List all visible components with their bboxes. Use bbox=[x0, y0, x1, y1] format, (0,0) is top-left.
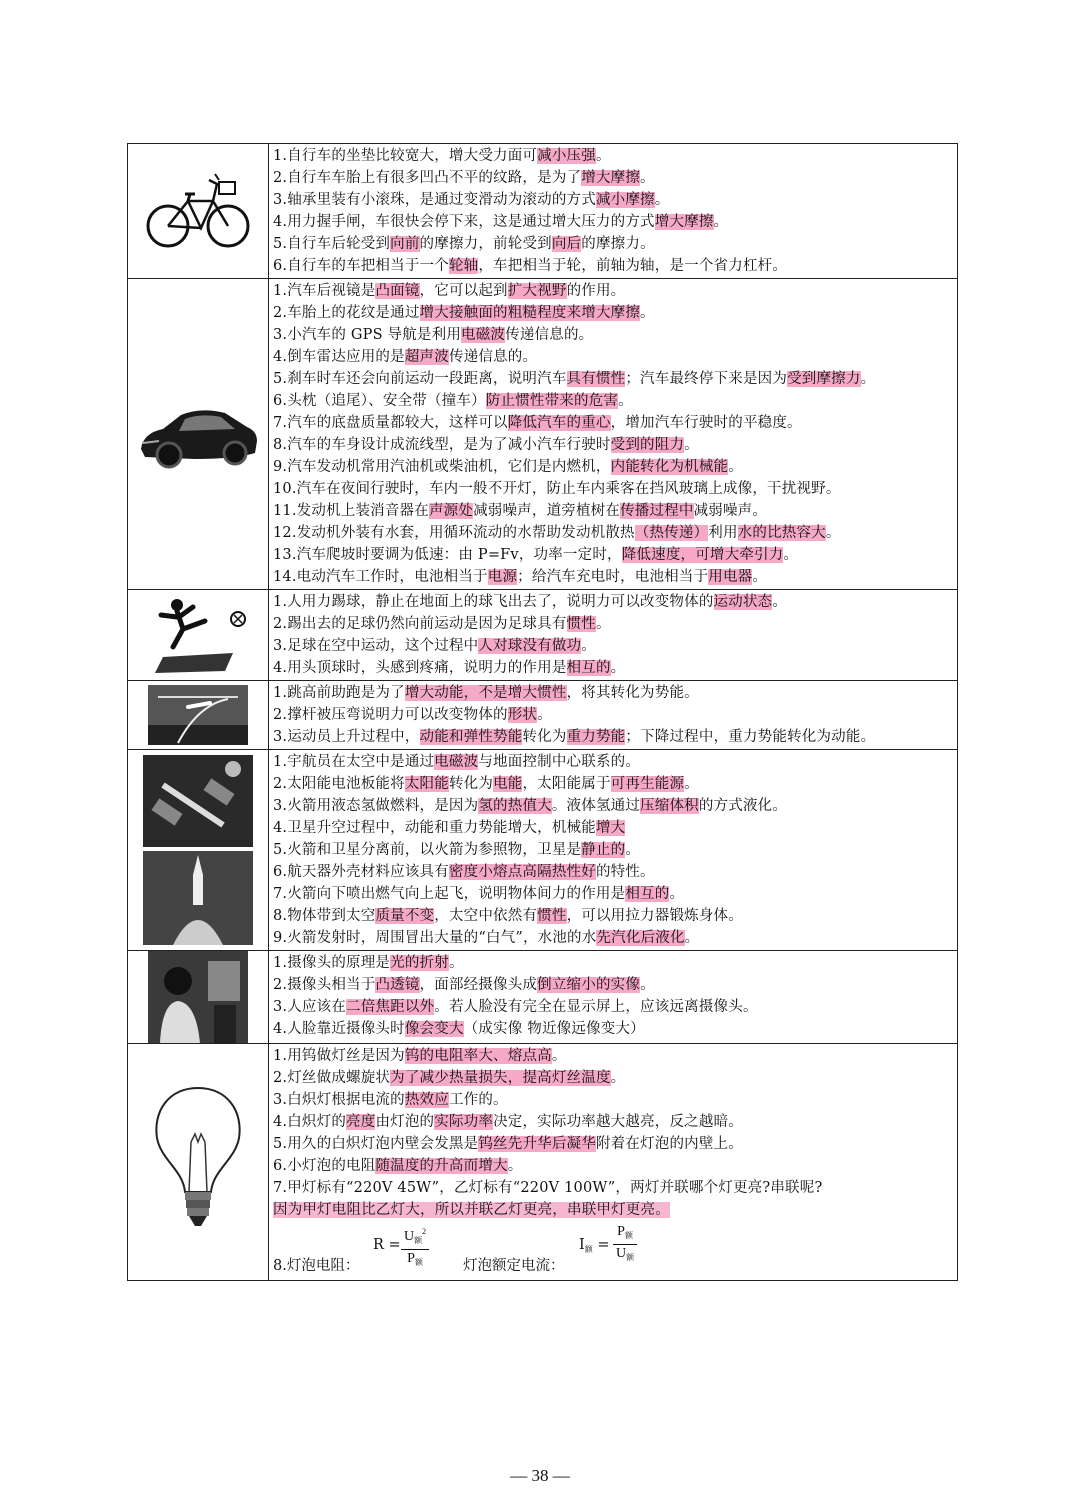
text-segment: 3.运动员上升过程中， bbox=[273, 729, 420, 745]
resistance-formula-label: 8.灯泡电阻： bbox=[273, 1258, 360, 1274]
text-segment: 。 bbox=[728, 459, 743, 475]
highlighted-text: 减小压强 bbox=[537, 148, 596, 164]
fact-line bbox=[273, 817, 955, 839]
text-segment: 。 bbox=[551, 1048, 567, 1064]
highlighted-text: 形状 bbox=[507, 707, 538, 723]
text-segment: 3.足球在空中运动，这个过程中 bbox=[273, 638, 479, 654]
text-segment: 3.白炽灯根据电流的 bbox=[273, 1092, 405, 1108]
highlighted-text: 亮度 bbox=[346, 1114, 376, 1130]
text-segment: 4.用力握手闸，车很快会停下来，这是通过增大压力的方式 bbox=[273, 214, 655, 230]
text-segment: 5.刹车时车还会向前运动一段距离，说明汽车 bbox=[273, 371, 567, 387]
polevault-image-cell bbox=[128, 681, 269, 750]
fact-line bbox=[273, 657, 955, 679]
text-segment: 2.灯丝做成螺旋状 bbox=[273, 1070, 391, 1086]
text-segment: 4.用头顶球时，头感到疼痛，说明力的作用是 bbox=[273, 660, 567, 676]
text-segment: 。 bbox=[595, 148, 611, 164]
highlighted-text: 静止的 bbox=[581, 842, 626, 858]
highlighted-text: 氢的热值大 bbox=[478, 798, 552, 814]
text-segment: 。 bbox=[783, 547, 799, 563]
fact-line bbox=[273, 974, 955, 996]
text-segment: ；给汽车充电时，电池相当于 bbox=[517, 569, 709, 585]
highlighted-text: 倒立缩小的实像 bbox=[537, 977, 641, 993]
text-segment: 3.人应该在 bbox=[273, 999, 347, 1015]
highlighted-text: 热效应 bbox=[404, 1092, 449, 1108]
football-facts bbox=[269, 590, 958, 681]
fact-line bbox=[273, 280, 955, 302]
resistance-fraction: $U_额^2$ $P_额$ bbox=[401, 1223, 429, 1271]
fact-line bbox=[273, 883, 955, 905]
table-row bbox=[128, 279, 958, 590]
fact-line bbox=[273, 795, 955, 817]
current-fraction: $P_额$ $U_额$ bbox=[613, 1223, 637, 1266]
highlighted-text: 惯性 bbox=[566, 616, 596, 632]
fact-line bbox=[273, 905, 955, 927]
text-segment: 转化为 bbox=[522, 729, 567, 745]
text-segment: 4.卫星升空过程中，动能和重力势能增大，机械能 bbox=[273, 820, 596, 836]
text-segment: 。 bbox=[713, 214, 729, 230]
knowledge-table bbox=[127, 143, 958, 1281]
text-segment: 。 bbox=[595, 616, 611, 632]
highlighted-text: 可再生能源 bbox=[610, 776, 685, 792]
fact-line bbox=[273, 635, 955, 657]
fact-line bbox=[273, 751, 955, 773]
current-formula-label: 灯泡额定电流： bbox=[463, 1258, 565, 1274]
highlighted-text: 电磁波 bbox=[434, 754, 479, 770]
highlighted-text: 凸面镜 bbox=[375, 283, 420, 299]
highlighted-text: 二倍焦距以外 bbox=[346, 999, 435, 1015]
highlighted-text: 太阳能 bbox=[404, 776, 449, 792]
fact-line bbox=[273, 927, 955, 949]
text-segment: 转化为 bbox=[448, 776, 494, 792]
fact-line bbox=[273, 1111, 955, 1133]
text-segment: 。 bbox=[537, 707, 552, 723]
text-segment: 3.轴承里装有小滚珠，是通过变滑动为滚动的方式 bbox=[273, 192, 596, 208]
text-segment: 1.宇航员在太空中是通过 bbox=[273, 754, 435, 770]
fact-line bbox=[273, 544, 955, 566]
fact-line bbox=[273, 1067, 955, 1089]
bicycle-icon bbox=[143, 166, 253, 256]
fact-line bbox=[273, 434, 955, 456]
space-image-cell bbox=[128, 750, 269, 951]
bicycle-image-cell bbox=[128, 144, 269, 279]
fact-line bbox=[273, 189, 955, 211]
highlighted-text: 用电器 bbox=[708, 569, 753, 585]
highlighted-text: 增大 bbox=[595, 820, 626, 836]
table-row bbox=[128, 144, 958, 279]
highlighted-text: 减小摩擦 bbox=[595, 192, 655, 208]
text-segment: 。 bbox=[684, 776, 699, 792]
bulb-facts bbox=[269, 1044, 958, 1281]
text-segment: 6.头枕（追尾）、安全带（撞车） bbox=[273, 393, 486, 409]
highlighted-text: 电能 bbox=[493, 776, 523, 792]
highlighted-text: 重力势能 bbox=[566, 729, 626, 745]
text-segment: 7.火箭向下喷出燃气向上起飞，说明物体间力的作用是 bbox=[273, 886, 626, 902]
highlighted-text: 电源 bbox=[487, 569, 518, 585]
highlighted-text: 密度小熔点高隔热性好 bbox=[448, 864, 596, 880]
text-segment: 的作用。 bbox=[566, 283, 626, 299]
fact-line bbox=[273, 211, 955, 233]
text-segment: 与地面控制中心联系的。 bbox=[478, 754, 641, 770]
highlighted-text: 惯性 bbox=[537, 908, 567, 924]
text-segment: ，将其转化为势能。 bbox=[566, 685, 699, 701]
highlighted-text: 具有惯性 bbox=[566, 371, 626, 387]
highlighted-text: 像会变大 bbox=[404, 1021, 464, 1037]
polevault-lines bbox=[273, 682, 955, 748]
fact-line bbox=[273, 613, 955, 635]
football-lines bbox=[273, 591, 955, 679]
highlighted-text: 钨的电阻率大、熔点高 bbox=[404, 1048, 552, 1064]
text-segment: 14.电动汽车工作时，电池相当于 bbox=[273, 569, 488, 585]
fact-line bbox=[273, 456, 955, 478]
fact-line bbox=[273, 591, 955, 613]
text-segment: 11.发动机上装消音器在 bbox=[273, 503, 429, 519]
text-segment: ，面部经摄像头成 bbox=[419, 977, 538, 993]
highlighted-text: 运动状态 bbox=[713, 594, 773, 610]
fact-line bbox=[273, 167, 955, 189]
football-player-icon bbox=[143, 595, 253, 675]
text-segment: 2.太阳能电池板能将 bbox=[273, 776, 405, 792]
fact-line bbox=[273, 566, 955, 588]
text-segment: 7.甲灯标有“220V 45W”，乙灯标有“220V 100W”，两灯并联哪个灯更亮?串联呢? bbox=[273, 1180, 823, 1196]
highlighted-text: 降低汽车的重心 bbox=[507, 415, 611, 431]
fact-line bbox=[273, 1089, 955, 1111]
rocket-satellite-photo-icon bbox=[143, 755, 253, 945]
highlighted-text: 向后 bbox=[551, 236, 582, 252]
highlighted-text: 电磁波 bbox=[461, 327, 506, 343]
highlighted-text: 随温度的升高而增大 bbox=[375, 1158, 508, 1174]
text-segment: 。 bbox=[610, 1070, 626, 1086]
text-segment: ；汽车最终停下来是因为 bbox=[625, 371, 788, 387]
highlighted-text: 传播过程中 bbox=[620, 503, 694, 519]
text-segment: 减弱噪声，道旁植树在 bbox=[473, 503, 621, 519]
text-segment: ，车把相当于轮，前轴为轴，是一个省力杠杆。 bbox=[478, 258, 788, 274]
text-segment: 。 bbox=[507, 1158, 523, 1174]
current-symbol: $I_额$ = bbox=[579, 1237, 610, 1254]
text-segment: 2.自行车车胎上有很多凹凸不平的纹路，是为了 bbox=[273, 170, 582, 186]
text-segment: 。 bbox=[772, 594, 788, 610]
highlighted-text: （热传递） bbox=[634, 525, 709, 541]
page-number: — 38 — bbox=[510, 1466, 570, 1485]
bulb-formula-row bbox=[273, 1221, 955, 1279]
highlighted-text: 实际功率 bbox=[434, 1114, 494, 1130]
light-bulb-icon bbox=[143, 1082, 253, 1242]
text-segment: 由灯泡的 bbox=[375, 1114, 435, 1130]
text-segment: 减弱噪声。 bbox=[693, 503, 768, 519]
text-segment: 3.火箭用液态氢做燃料，是因为 bbox=[273, 798, 479, 814]
text-segment: 4.白炽灯的 bbox=[273, 1114, 347, 1130]
camera-image-cell bbox=[128, 951, 269, 1044]
text-segment: （成实像 物近像远像变大） bbox=[463, 1021, 645, 1037]
fact-line bbox=[273, 145, 955, 167]
fact-line bbox=[273, 726, 955, 748]
text-segment: ，它可以起到 bbox=[419, 283, 508, 299]
fact-line bbox=[273, 952, 955, 974]
text-segment: 的方式液化。 bbox=[698, 798, 788, 814]
text-segment: 决定，实际功率越大越亮，反之越暗。 bbox=[493, 1114, 743, 1130]
text-segment: 6.自行车的车把相当于一个 bbox=[273, 258, 449, 274]
text-segment: 6.小灯泡的电阻 bbox=[273, 1158, 376, 1174]
highlighted-text: 先汽化后液化 bbox=[596, 930, 685, 946]
highlighted-text: 降低速度，可增大牵引力 bbox=[621, 547, 784, 563]
highlighted-text: 增大摩擦 bbox=[581, 170, 641, 186]
highlighted-text: 扩大视野 bbox=[507, 283, 567, 299]
text-segment: 2.车胎上的花纹是通过 bbox=[273, 305, 420, 321]
fact-line bbox=[273, 324, 955, 346]
highlighted-text: 光的折射 bbox=[390, 955, 449, 971]
text-segment: 。 bbox=[640, 305, 655, 321]
fact-line bbox=[273, 233, 955, 255]
fact-line bbox=[273, 773, 955, 795]
football-image-cell bbox=[128, 590, 269, 681]
text-segment: 4.人脸靠近摄像头时 bbox=[273, 1021, 405, 1037]
highlighted-text: 防止惯性带来的危害 bbox=[485, 393, 619, 409]
text-segment: 传递信息的。 bbox=[448, 349, 538, 365]
text-segment: 13.汽车爬坡时要调为低速：由 P=Fv，功率一定时， bbox=[273, 547, 622, 563]
highlighted-text: 因为甲灯电阻比乙灯大，所以并联乙灯更亮，串联甲灯更亮。 bbox=[273, 1202, 670, 1218]
text-segment: 1.自行车的坐垫比较宽大，增大受力面可 bbox=[273, 148, 538, 164]
fact-line bbox=[273, 1177, 955, 1199]
fact-line bbox=[273, 390, 955, 412]
text-segment: 1.跳高前助跑是为了 bbox=[273, 685, 405, 701]
highlighted-text: 增大摩擦 bbox=[654, 214, 714, 230]
highlighted-text: 受到的阻力 bbox=[610, 437, 685, 453]
text-segment: 。 bbox=[448, 955, 464, 971]
text-segment: ，增加汽车行驶时的平稳度。 bbox=[610, 415, 802, 431]
fact-line bbox=[273, 1199, 955, 1221]
camera-lines bbox=[273, 952, 955, 1040]
fact-line bbox=[273, 1133, 955, 1155]
fact-line bbox=[273, 1045, 955, 1067]
text-segment: 。 bbox=[654, 192, 670, 208]
text-segment: 。 bbox=[684, 437, 699, 453]
text-segment: 6.航天器外壳材料应该具有 bbox=[273, 864, 449, 880]
text-segment: 5.自行车后轮受到 bbox=[273, 236, 391, 252]
text-segment: 5.用久的白炽灯泡内壁会发黑是 bbox=[273, 1136, 479, 1152]
highlighted-text: 相互的 bbox=[566, 660, 611, 676]
fact-line bbox=[273, 1155, 955, 1177]
text-segment: 工作的。 bbox=[448, 1092, 508, 1108]
face-recognition-photo-icon bbox=[148, 951, 248, 1043]
fact-line bbox=[273, 1018, 955, 1040]
text-segment: 9.火箭发射时，周围冒出大量的“白气”，水池的水 bbox=[273, 930, 597, 946]
text-segment: 。 bbox=[581, 638, 596, 654]
fact-line bbox=[273, 500, 955, 522]
bicycle-lines bbox=[273, 145, 955, 277]
fact-line bbox=[273, 346, 955, 368]
text-segment: 2.撑杆被压弯说明力可以改变物体的 bbox=[273, 707, 508, 723]
highlighted-text: 向前 bbox=[390, 236, 420, 252]
car-lines bbox=[273, 280, 955, 588]
text-segment: 1.摄像头的原理是 bbox=[273, 955, 391, 971]
text-segment: 。液体氢通过 bbox=[551, 798, 641, 814]
table-row bbox=[128, 951, 958, 1044]
highlighted-text: 内能转化为机械能 bbox=[610, 459, 729, 475]
highlighted-text: 质量不变 bbox=[375, 908, 435, 924]
space-lines bbox=[273, 751, 955, 949]
text-segment: 的摩擦力，前轮受到 bbox=[419, 236, 552, 252]
fact-line bbox=[273, 704, 955, 726]
text-segment: 传递信息的。 bbox=[505, 327, 594, 343]
text-segment: 9.汽车发动机常用汽油机或柴油机，它们是内燃机， bbox=[273, 459, 611, 475]
camera-facts bbox=[269, 951, 958, 1044]
fact-line bbox=[273, 861, 955, 883]
text-segment: 。 bbox=[640, 170, 655, 186]
highlighted-text: 轮轴 bbox=[448, 258, 479, 274]
text-segment: 2.踢出去的足球仍然向前运动是因为足球具有 bbox=[273, 616, 567, 632]
fact-line bbox=[273, 682, 955, 704]
fact-line bbox=[273, 255, 955, 277]
text-segment: 7.汽车的底盘质量都较大，这样可以 bbox=[273, 415, 508, 431]
text-segment: 。 bbox=[625, 842, 641, 858]
highlighted-text: 人对球没有做功 bbox=[478, 638, 582, 654]
text-segment: 的摩擦力。 bbox=[581, 236, 655, 252]
highlighted-text: 动能和弹性势能 bbox=[419, 729, 523, 745]
text-segment: 4.倒车雷达应用的是 bbox=[273, 349, 405, 365]
highlighted-text: 声源处 bbox=[428, 503, 474, 519]
highlighted-text: 超声波 bbox=[404, 349, 449, 365]
highlighted-text: 压缩体积 bbox=[640, 798, 699, 814]
bulb-lines bbox=[273, 1045, 955, 1221]
table-row bbox=[128, 750, 958, 951]
space-facts bbox=[269, 750, 958, 951]
text-segment: ，太阳能属于 bbox=[522, 776, 611, 792]
text-segment: ，可以用拉力器锻炼身体。 bbox=[566, 908, 743, 924]
pole-vault-photo-icon bbox=[148, 685, 248, 745]
text-segment: 。 bbox=[618, 393, 633, 409]
table-row bbox=[128, 590, 958, 681]
text-segment: ，太空中依然有 bbox=[434, 908, 538, 924]
text-segment: 1.用钨做灯丝是因为 bbox=[273, 1048, 405, 1064]
bulb-image-cell bbox=[128, 1044, 269, 1281]
table-row bbox=[128, 681, 958, 750]
fact-line bbox=[273, 522, 955, 544]
car-icon bbox=[135, 389, 261, 479]
text-segment: 2.摄像头相当于 bbox=[273, 977, 376, 993]
fact-line bbox=[273, 478, 955, 500]
text-segment: 1.人用力踢球，静止在地面上的球飞出去了，说明力可以改变物体的 bbox=[273, 594, 714, 610]
fact-line bbox=[273, 302, 955, 324]
bicycle-facts bbox=[269, 144, 958, 279]
fact-line bbox=[273, 412, 955, 434]
polevault-facts bbox=[269, 681, 958, 750]
highlighted-text: 钨丝先升华后凝华 bbox=[478, 1136, 596, 1152]
highlighted-text: 相互的 bbox=[625, 886, 670, 902]
text-segment: 5.火箭和卫星分离前，以火箭为参照物，卫星是 bbox=[273, 842, 582, 858]
text-segment: 10.汽车在夜间行驶时，车内一般不开灯，防止车内乘客在挡风玻璃上成像，干扰视野。 bbox=[273, 481, 841, 497]
highlighted-text: 增大动能，不是增大惯性 bbox=[404, 685, 567, 701]
text-segment: 。 bbox=[684, 930, 700, 946]
car-image-cell bbox=[128, 279, 269, 590]
fact-line bbox=[273, 368, 955, 390]
text-segment: 8.物体带到太空 bbox=[273, 908, 376, 924]
car-facts bbox=[269, 279, 958, 590]
text-segment: 的特性。 bbox=[595, 864, 655, 880]
fact-line bbox=[273, 839, 955, 861]
highlighted-text: 凸透镜 bbox=[375, 977, 420, 993]
text-segment: 利用 bbox=[708, 525, 738, 541]
text-segment: 3.小汽车的 GPS 导航是利用 bbox=[273, 327, 462, 343]
table-row bbox=[128, 1044, 958, 1281]
text-segment: 。 bbox=[640, 977, 655, 993]
highlighted-text: 水的比热容大 bbox=[737, 525, 826, 541]
fact-line bbox=[273, 996, 955, 1018]
text-segment: ；下降过程中，重力势能转化为动能。 bbox=[625, 729, 876, 745]
resistance-symbol: R = bbox=[373, 1237, 401, 1253]
text-segment: 附着在灯泡的内壁上。 bbox=[595, 1136, 743, 1152]
text-segment: 1.汽车后视镜是 bbox=[273, 283, 376, 299]
text-segment: 。 bbox=[860, 371, 876, 387]
highlighted-text: 增大接触面的粗糙程度来增大摩擦 bbox=[419, 305, 641, 321]
highlighted-text: 受到摩擦力 bbox=[787, 371, 861, 387]
text-segment: 。 bbox=[752, 569, 768, 585]
text-segment: 。 bbox=[825, 525, 841, 541]
highlighted-text: 为了减少热量损失，提高灯丝温度 bbox=[390, 1070, 611, 1086]
text-segment: 。 bbox=[610, 660, 626, 676]
text-segment: 。 bbox=[669, 886, 685, 902]
text-segment: 12.发动机外装有水套，用循环流动的水帮助发动机散热 bbox=[273, 525, 635, 541]
text-segment: 。若人脸没有完全在显示屏上，应该远离摄像头。 bbox=[434, 999, 758, 1015]
text-segment: 8.汽车的车身设计成流线型，是为了减小汽车行驶时 bbox=[273, 437, 611, 453]
